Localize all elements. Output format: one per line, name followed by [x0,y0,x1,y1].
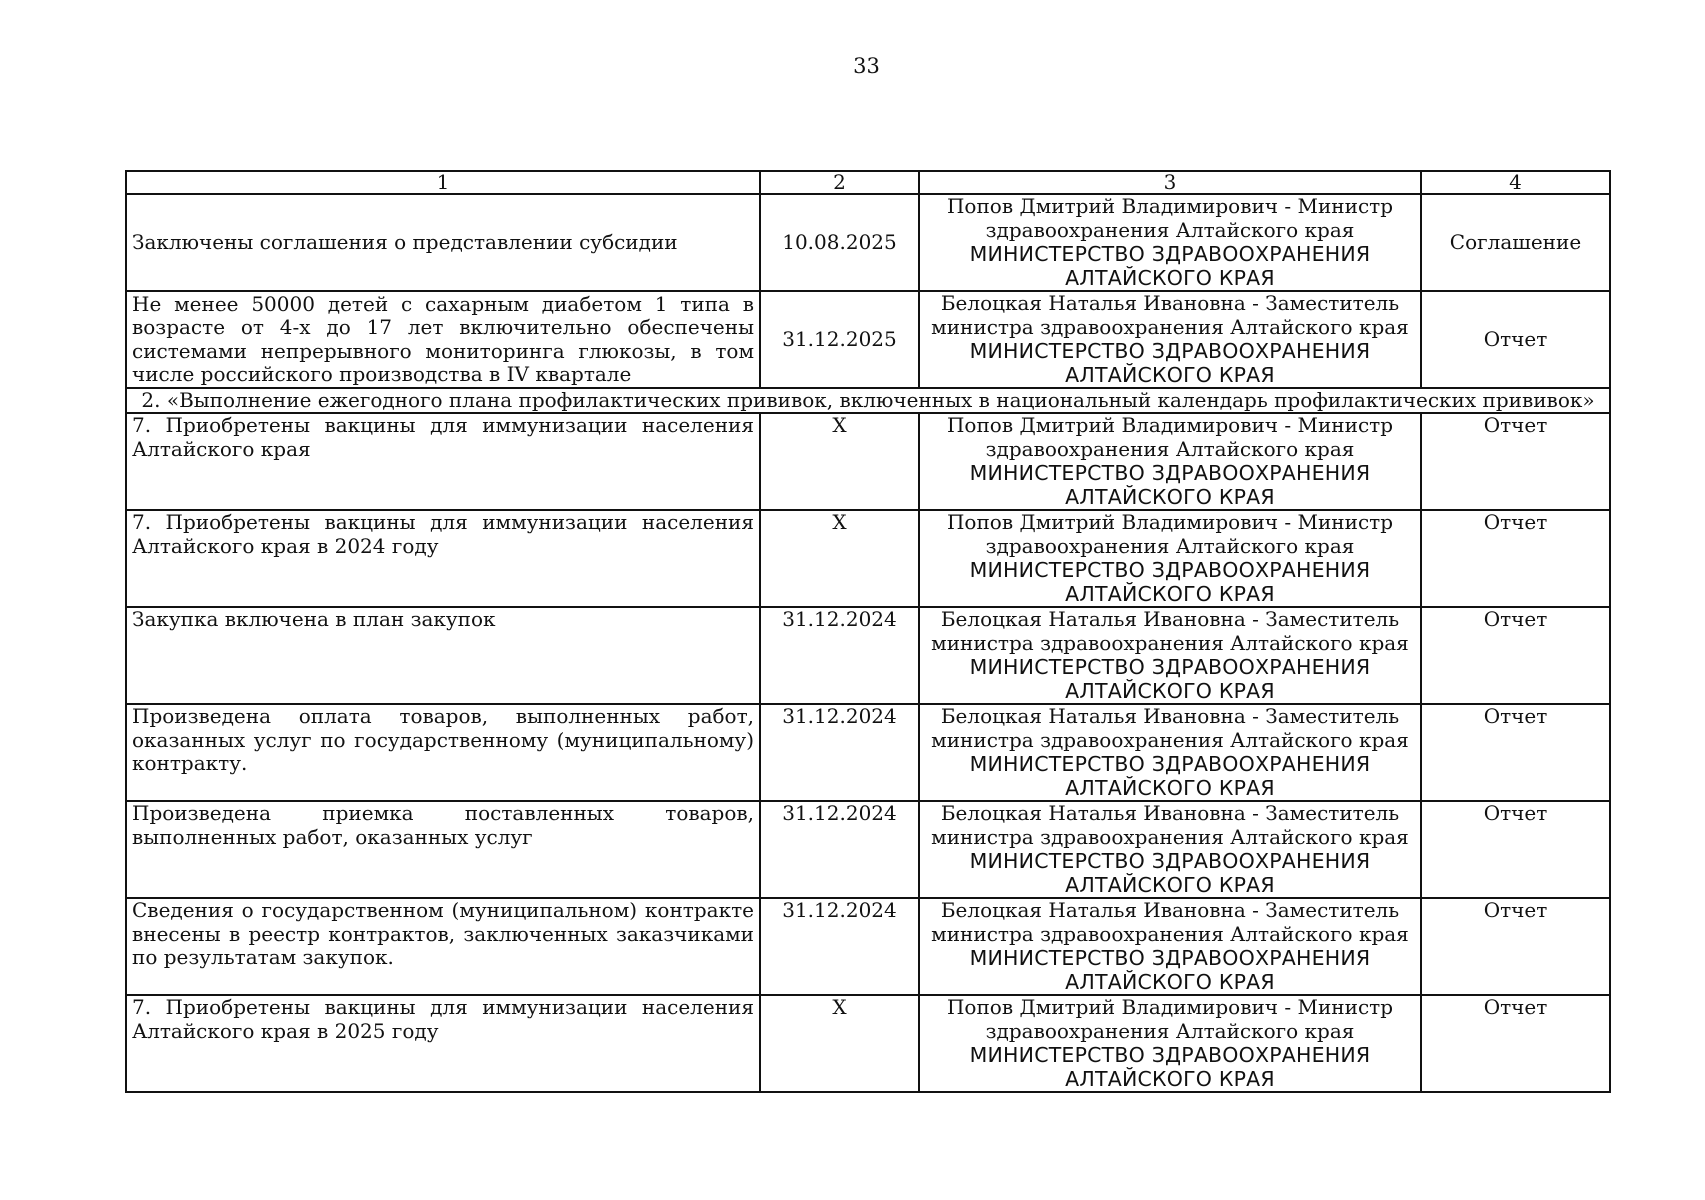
responsible-organization: МИНИСТЕРСТВО ЗДРАВООХРАНЕНИЯ АЛТАЙСКОГО КРАЯ [969,242,1371,290]
responsible-person: Белоцкая Наталья Ивановна - Заместитель министра здравоохранения Алтайского края [931,704,1409,752]
date-cell: 31.12.2024 [760,704,919,801]
responsible-organization: МИНИСТЕРСТВО ЗДРАВООХРАНЕНИЯ АЛТАЙСКОГО КРАЯ [969,1043,1371,1091]
table-row [126,291,1610,388]
column-number-3: 3 [919,171,1421,194]
responsible-cell [919,607,1421,704]
table-header-row [126,171,1610,194]
table-row [126,801,1610,898]
section-heading: 2. «Выполнение ежегодного плана профилактических прививок, включенных в национальный календарь профилактических прививок» [126,388,1610,413]
responsible-cell [919,898,1421,995]
column-number-2: 2 [760,171,919,194]
date-cell: X [760,413,919,510]
responsible-person: Белоцкая Наталья Ивановна - Заместитель министра здравоохранения Алтайского края [931,898,1409,946]
document-type-cell: Отчет [1421,801,1610,898]
responsible-cell [919,801,1421,898]
table-row [126,510,1610,607]
column-number-1: 1 [126,171,760,194]
date-cell: 10.08.2025 [760,194,919,291]
event-cell: 7. Приобретены вакцины для иммунизации населения Алтайского края в 2025 году [126,995,760,1092]
date-cell: X [760,510,919,607]
event-cell: Закупка включена в план закупок [126,607,760,704]
responsible-organization: МИНИСТЕРСТВО ЗДРАВООХРАНЕНИЯ АЛТАЙСКОГО КРАЯ [969,558,1371,606]
responsible-organization: МИНИСТЕРСТВО ЗДРАВООХРАНЕНИЯ АЛТАЙСКОГО КРАЯ [969,849,1371,897]
responsible-organization: МИНИСТЕРСТВО ЗДРАВООХРАНЕНИЯ АЛТАЙСКОГО КРАЯ [969,655,1371,703]
section-heading-row [126,388,1610,413]
responsible-organization: МИНИСТЕРСТВО ЗДРАВООХРАНЕНИЯ АЛТАЙСКОГО КРАЯ [969,946,1371,994]
event-cell: Сведения о государственном (муниципальном) контракте внесены в реестр контрактов, заключенных заказчиками по результатам закупок. [126,898,760,995]
table-row [126,898,1610,995]
responsible-organization: МИНИСТЕРСТВО ЗДРАВООХРАНЕНИЯ АЛТАЙСКОГО КРАЯ [969,339,1371,387]
responsible-cell [919,510,1421,607]
responsible-person: Попов Дмитрий Владимирович - Министр здравоохранения Алтайского края [946,194,1394,242]
event-cell: Заключены соглашения о представлении субсидии [126,194,760,291]
responsible-person: Попов Дмитрий Владимирович - Министр здравоохранения Алтайского края [946,413,1394,461]
responsible-organization: МИНИСТЕРСТВО ЗДРАВООХРАНЕНИЯ АЛТАЙСКОГО КРАЯ [969,461,1371,509]
document-type-cell: Отчет [1421,291,1610,388]
page-number: 33 [853,54,880,78]
responsible-cell [919,413,1421,510]
event-cell: Произведена оплата товаров, выполненных работ, оказанных услуг по государственному (муниципальному) контракту. [126,704,760,801]
responsible-person: Белоцкая Наталья Ивановна - Заместитель министра здравоохранения Алтайского края [931,291,1409,339]
table-row [126,194,1610,291]
responsible-person: Попов Дмитрий Владимирович - Министр здравоохранения Алтайского края [946,510,1394,558]
table-row [126,995,1610,1092]
responsible-cell [919,995,1421,1092]
document-type-cell: Отчет [1421,607,1610,704]
document-type-cell: Отчет [1421,995,1610,1092]
event-cell: 7. Приобретены вакцины для иммунизации населения Алтайского края [126,413,760,510]
control-points-table [125,170,1611,1093]
responsible-cell [919,194,1421,291]
event-cell: Не менее 50000 детей с сахарным диабетом 1 типа в возрасте от 4-х до 17 лет включительно обеспечены системами непрерывного мониторинга глюкозы, в том числе российского производства в IV квартале [126,291,760,388]
responsible-person: Белоцкая Наталья Ивановна - Заместитель министра здравоохранения Алтайского края [931,607,1409,655]
document-type-cell: Соглашение [1421,194,1610,291]
column-number-4: 4 [1421,171,1610,194]
date-cell: 31.12.2024 [760,607,919,704]
responsible-cell [919,704,1421,801]
date-cell: X [760,995,919,1092]
document-type-cell: Отчет [1421,704,1610,801]
event-cell: Произведена приемка поставленных товаров, выполненных работ, оказанных услуг [126,801,760,898]
table-row [126,704,1610,801]
document-type-cell: Отчет [1421,413,1610,510]
date-cell: 31.12.2024 [760,801,919,898]
date-cell: 31.12.2025 [760,291,919,388]
date-cell: 31.12.2024 [760,898,919,995]
table-row [126,413,1610,510]
document-type-cell: Отчет [1421,510,1610,607]
event-cell: 7. Приобретены вакцины для иммунизации населения Алтайского края в 2024 году [126,510,760,607]
responsible-cell [919,291,1421,388]
responsible-organization: МИНИСТЕРСТВО ЗДРАВООХРАНЕНИЯ АЛТАЙСКОГО КРАЯ [969,752,1371,800]
table-row [126,607,1610,704]
responsible-person: Белоцкая Наталья Ивановна - Заместитель министра здравоохранения Алтайского края [931,801,1409,849]
responsible-person: Попов Дмитрий Владимирович - Министр здравоохранения Алтайского края [946,995,1394,1043]
document-type-cell: Отчет [1421,898,1610,995]
